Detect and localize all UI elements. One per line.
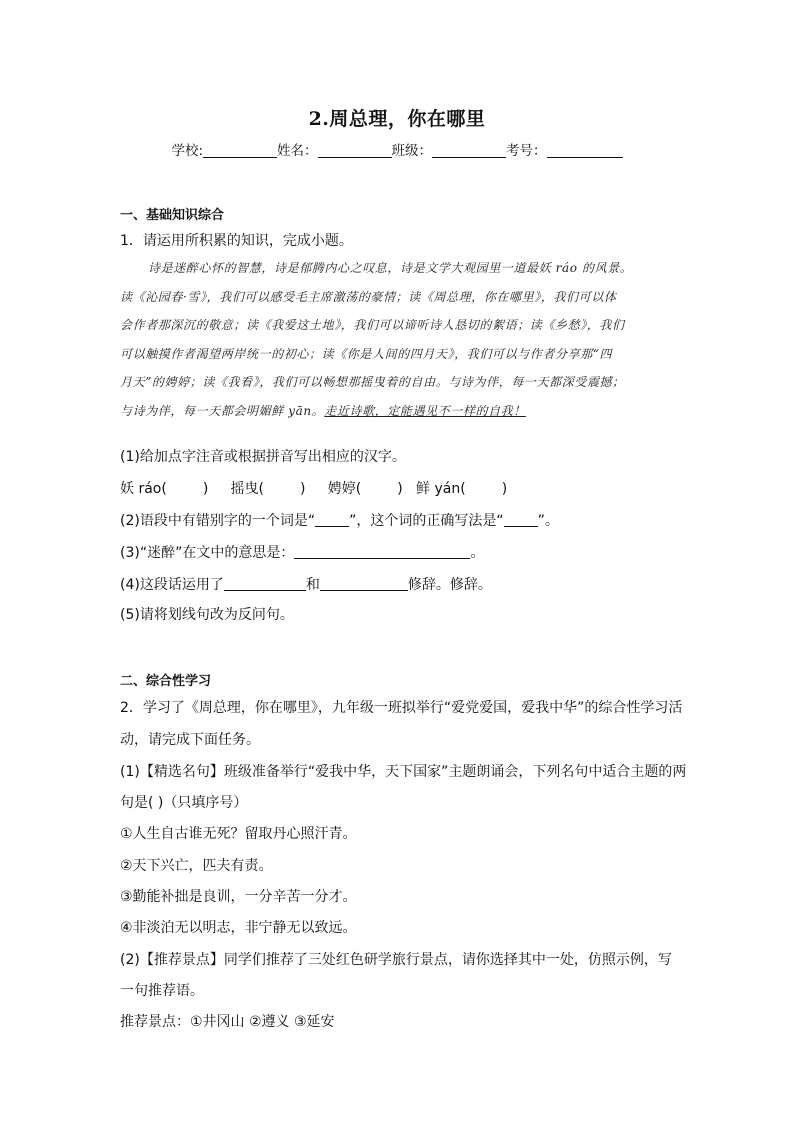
task-2-line: (2)【推荐景点】同学们推荐了三处红色研学旅行景点，请你选择其中一处，仿照示例，写 [120, 952, 672, 968]
rhetoric-blank-2[interactable] [320, 576, 408, 591]
class-label: 班级： [391, 143, 433, 159]
option-item: ③勤能补拙是良训，一分辛苦一分才。 [120, 889, 357, 905]
task-1-line: (1)【精选名句】班级准备举行“爱我中华，天下国家”主题朗诵会，下列名句中适合主题的两 [120, 764, 687, 780]
passage-line: 诗是迷醉心怀的智慧，诗是郁腾内心之叹息，诗是文学大观园里一道最妖 ráo 的风景。 [148, 261, 633, 275]
pinyin-item: 娉婷( [327, 481, 362, 497]
sub-question-4: (4)这段话运用了 和 修辞。修辞。 [120, 577, 492, 593]
school-label: 学校: [171, 143, 204, 159]
pinyin-item: 妖 ráo( [120, 481, 167, 497]
pinyin-item: 摇曳( [230, 481, 265, 497]
page-title: 2.周总理，你在哪里 [308, 108, 486, 130]
question-1-stem: 1．请运用所积累的知识，完成小题。 [120, 233, 353, 249]
underlined-sentence: 走近诗歌，定能遇见不一样的自我！ [324, 403, 526, 418]
passage-line: 可以触摸作者渴望两岸统一的初心；读《你是人间的四月天》，我们可以与作者分享那“四 [120, 346, 613, 361]
passage-line: 与诗为伴，每一天都会明媚鲜 yān。走近诗歌，定能遇见不一样的自我！ [120, 403, 526, 418]
correct-word-blank[interactable] [504, 512, 538, 527]
section-heading-comprehensive: 二、综合性学习 [120, 674, 212, 689]
sub-question-1: (1)给加点字注音或根据拼音写出相应的汉字。 [120, 449, 406, 465]
poetry-passage [120, 254, 680, 425]
class-field[interactable] [432, 143, 506, 158]
passage-line: 读《沁园春·雪》，我们可以感受毛主席激荡的豪情；读《周总理，你在哪里》，我们可以体 [120, 289, 617, 304]
task-1-answer-line: 句是( )（只填序号） [120, 795, 248, 811]
scenic-spots-line: 推荐景点：①井冈山 ②遵义 ③延安 [120, 1014, 335, 1030]
option-item: ②天下兴亡，匹夫有责。 [120, 858, 273, 874]
meaning-blank[interactable] [294, 544, 470, 559]
task-2-line: 一句推荐语。 [120, 983, 204, 999]
passage-line: 会作者那深沉的敬意；读《我爱这土地》，我们可以谛听诗人恳切的絮语；读《乡愁》，我们 [120, 318, 625, 332]
option-item: ④非淡泊无以明志，非宁静无以致远。 [120, 920, 357, 936]
sub-question-5: (5)请将划线句改为反问句。 [120, 607, 294, 623]
question-2-line: 2．学习了《周总理，你在哪里》，九年级一班拟举行“爱党爱国，爱我中华”的综合性学习活 [120, 700, 683, 716]
student-info-line [0, 139, 794, 159]
sub-question-3: (3)“迷醉”在文中的意思是： 。 [120, 545, 485, 561]
exam-no-field[interactable] [547, 143, 623, 158]
name-label: 姓名： [277, 143, 318, 159]
pinyin-item: 鲜 yán( [416, 481, 466, 497]
question-2-line: 动，请完成下面任务。 [120, 732, 260, 748]
option-item: ①人生自古谁无死？留取丹心照汗青。 [120, 826, 357, 842]
wrong-word-blank[interactable] [315, 512, 349, 527]
sub-question-2: (2)语段中有错别字的一个词是“ ”，这个词的正确写法是“ ”。 [120, 513, 559, 529]
school-field[interactable] [203, 143, 277, 158]
rhetoric-blank-1[interactable] [224, 576, 306, 591]
exam-no-label: 考号： [506, 143, 547, 159]
pinyin-row: 妖 ráo( ) 摇曳( ) 娉婷( ) 鲜 yán( ) [120, 481, 508, 497]
name-field[interactable] [318, 143, 392, 158]
section-heading-basic: 一、基础知识综合 [120, 208, 225, 223]
passage-line: 月天”的娉婷；读《我看》，我们可以畅想那摇曳着的自由。与诗为伴，每一天都深受震撼； [120, 375, 625, 389]
